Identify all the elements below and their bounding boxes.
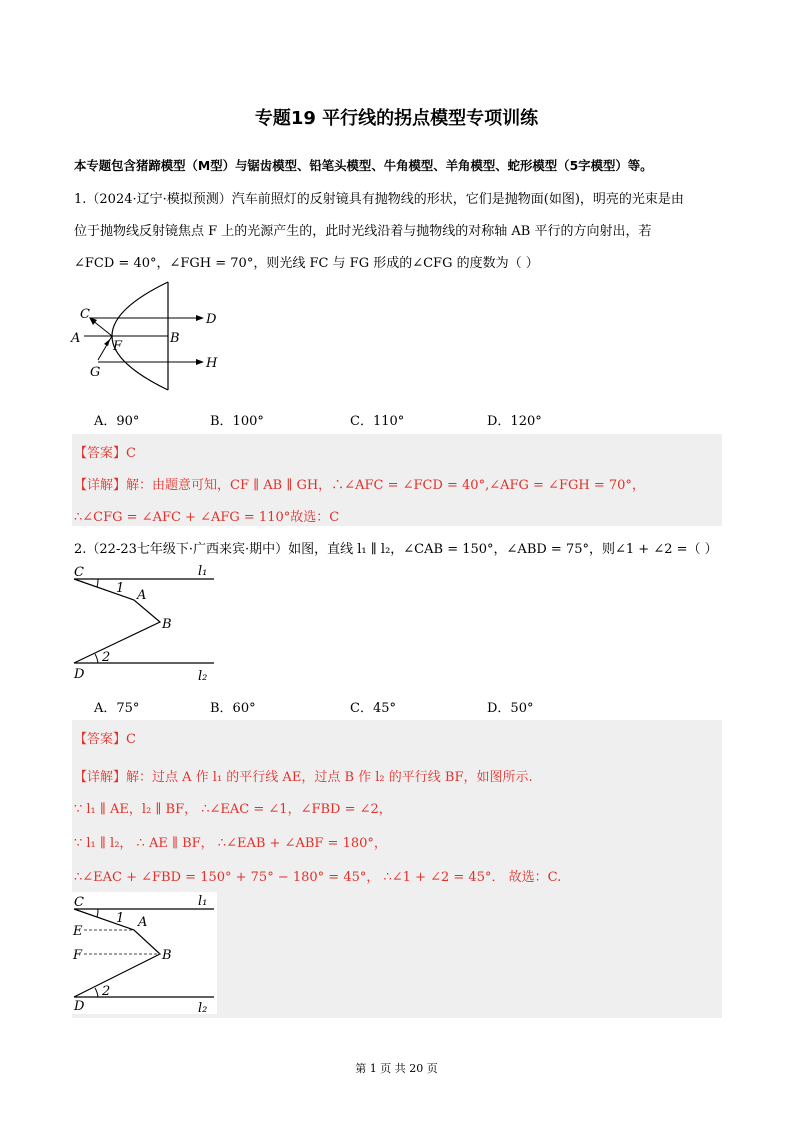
q2-sol-label-l1: l₁: [198, 894, 208, 909]
q1-label-a: A: [71, 331, 81, 346]
q1-option-d: D．120°: [487, 414, 542, 429]
q2-sol-label-b: B: [162, 948, 172, 963]
q2-label-angle1: 1: [116, 581, 125, 596]
page-title: 专题19 平行线的拐点模型专项训练: [254, 108, 539, 129]
q2-option-d: D．50°: [487, 701, 534, 716]
q1-label-h: H: [206, 356, 218, 371]
q2-detail-line1: [74, 766, 533, 785]
q2-zigzag-figure: [72, 562, 217, 684]
q1-detail-label: 【详解】: [74, 478, 127, 493]
q1-label-g: G: [90, 365, 101, 380]
q2-sol-label-l2: l₂: [198, 1001, 208, 1014]
q1-stem-line2: 位于抛物线反射镜焦点 F 上的光源产生的，此时光线沿着与抛物线的对称轴 AB 平行的方向射出，若: [74, 224, 652, 239]
q2-option-b: B．60°: [210, 701, 256, 716]
q1-label-c: C: [80, 307, 90, 322]
q2-answer: 【答案】C: [74, 732, 136, 747]
q2-sol-label-d: D: [74, 999, 85, 1014]
q2-label-b: B: [162, 617, 172, 632]
q2-detail-text1: 解：过点 A 作 l₁ 的平行线 AE，过点 B 作 l₂ 的平行线 BF，如图所示.: [126, 770, 533, 785]
q2-label-d: D: [74, 667, 85, 682]
q1-option-a: A．90°: [94, 414, 140, 429]
q1-detail-line1: [74, 474, 645, 493]
q2-option-a: A．75°: [94, 701, 140, 716]
q2-sol-label-f: F: [73, 948, 83, 963]
q1-detail-line2: ∴∠CFG = ∠AFC + ∠AFG = 110°故选：C: [74, 510, 340, 525]
q1-label-f: F: [113, 339, 123, 354]
q2-detail-label: 【详解】: [74, 770, 127, 785]
q2-label-a: A: [137, 588, 147, 603]
q1-label-d: D: [206, 312, 217, 327]
q1-stem-line3: ∠FCD = 40°，∠FGH = 70°，则光线 FC 与 FG 形成的∠CFG 的度数为（ ）: [74, 256, 539, 271]
q2-label-l2: l₂: [198, 669, 208, 684]
q2-sol-label-angle2: 2: [102, 984, 111, 999]
q1-option-b: B．100°: [210, 414, 264, 429]
topic-intro: 本专题包含猪蹄模型（M型）与锯齿模型、铅笔头模型、牛角模型、羊角模型、蛇形模型（5字模型）等。: [74, 158, 653, 173]
q1-stem-line1: 1.（2024·辽宁·模拟预测）汽车前照灯的反射镜具有抛物线的形状，它们是抛物面(如图)，明亮的光束是由: [74, 192, 684, 207]
q2-sol-label-e: E: [73, 924, 83, 939]
q2-label-l1: l₁: [198, 564, 208, 579]
q2-sol-label-a: A: [138, 915, 148, 930]
q2-detail-line2: ∵ l₁ ∥ AE，l₂ ∥ BF， ∴∠EAC = ∠1，∠FBD = ∠2，: [74, 802, 392, 817]
q2-option-c: C．45°: [350, 701, 396, 716]
q2-stem-line1: 2.（22-23七年级下·广西来宾·期中）如图，直线 l₁ ∥ l₂，∠CAB = 150°，∠ABD = 75°，则∠1 + ∠2 =（ ）: [74, 542, 718, 557]
q1-detail-text1: 解：由题意可知，CF ∥ AB ∥ GH，∴∠AFC = ∠FCD = 40°,∠AFG = ∠FGH = 70°，: [126, 478, 645, 493]
q2-sol-label-c: C: [74, 895, 84, 910]
page-footer: 第 1 页 共 20 页: [355, 1062, 438, 1075]
q1-label-b: B: [170, 331, 180, 346]
q1-answer: 【答案】C: [74, 446, 136, 461]
q2-solution-figure: [72, 892, 217, 1014]
q2-detail-line4: ∴∠EAC + ∠FBD = 150° + 75° − 180° = 45°， ∴∠1 + ∠2 = 45°． 故选：C.: [74, 870, 562, 885]
q2-sol-label-angle1: 1: [116, 911, 125, 926]
q2-label-angle2: 2: [102, 650, 111, 665]
q1-option-c: C．110°: [350, 414, 405, 429]
q2-label-c: C: [74, 565, 84, 580]
q1-parabola-figure: [70, 280, 220, 395]
q2-detail-line3: ∵ l₁ ∥ l₂， ∴ AE ∥ BF， ∴∠EAB + ∠ABF = 180°，: [74, 836, 387, 851]
